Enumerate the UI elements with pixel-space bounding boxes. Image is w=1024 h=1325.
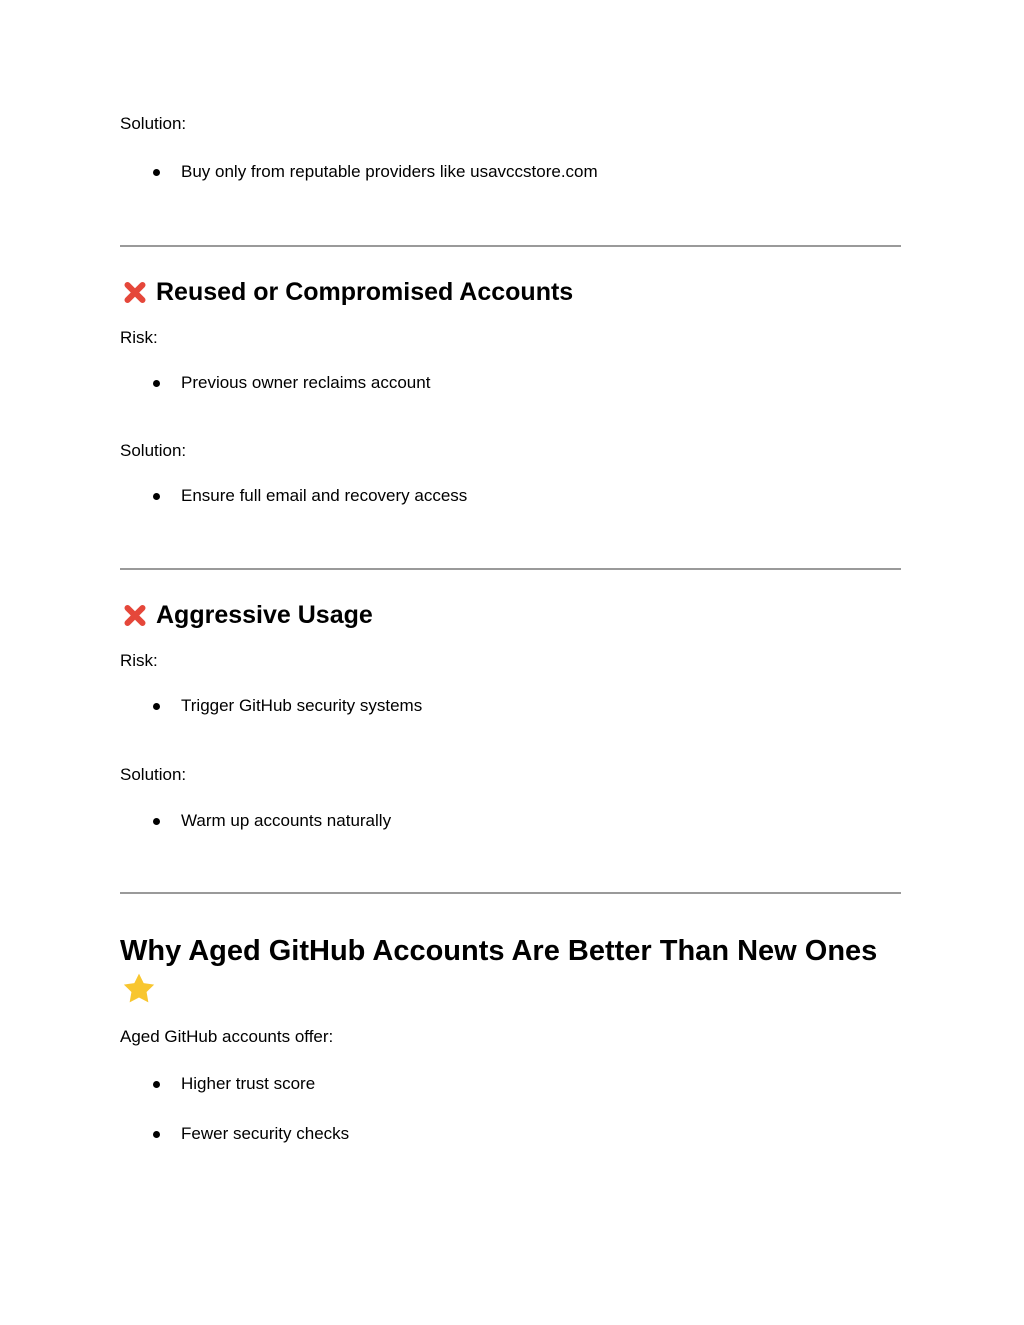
bullet-dot-icon [153,169,160,176]
section-heading [120,277,906,307]
list-item [120,373,904,393]
section-heading-text: Aggressive Usage [156,601,373,629]
list-item [120,486,904,506]
bullet-dot-icon [153,1131,160,1138]
star-icon [122,972,156,1006]
document-title-text: Why Aged GitHub Accounts Are Better Than New Ones [120,935,878,967]
horizontal-rule [120,892,901,894]
bullet-dot-icon [153,703,160,710]
bullet-text: Warm up accounts naturally [181,811,392,830]
list-item [120,1124,904,1144]
list-item [120,696,904,716]
section-heading [120,600,906,630]
horizontal-rule [120,568,901,570]
bullet-dot-icon [153,493,160,500]
intro-label: Aged GitHub accounts offer: [120,1027,334,1046]
cross-mark-icon [122,279,148,306]
solution-label: Solution: [120,114,187,133]
document-title [120,933,904,1012]
bullet-dot-icon [153,380,160,387]
bullet-dot-icon [153,818,160,825]
bullet-text: Previous owner reclaims account [181,373,431,392]
list-item [120,1074,904,1094]
solution-label: Solution: [120,441,187,460]
risk-label: Risk: [120,328,158,347]
bullet-text: Higher trust score [181,1074,316,1093]
title-star-line [120,969,904,1012]
solution-label: Solution: [120,765,187,784]
horizontal-rule [120,245,901,247]
bullet-text: Ensure full email and recovery access [181,486,468,505]
cross-mark-icon [122,602,148,629]
bullet-text: Buy only from reputable providers like usavccstore.com [181,162,598,181]
section-heading-text: Reused or Compromised Accounts [156,278,574,306]
list-item [120,811,904,831]
bullet-dot-icon [153,1081,160,1088]
list-item [120,162,904,182]
bullet-text: Trigger GitHub security systems [181,696,423,715]
bullet-text: Fewer security checks [181,1124,350,1143]
risk-label: Risk: [120,651,158,670]
